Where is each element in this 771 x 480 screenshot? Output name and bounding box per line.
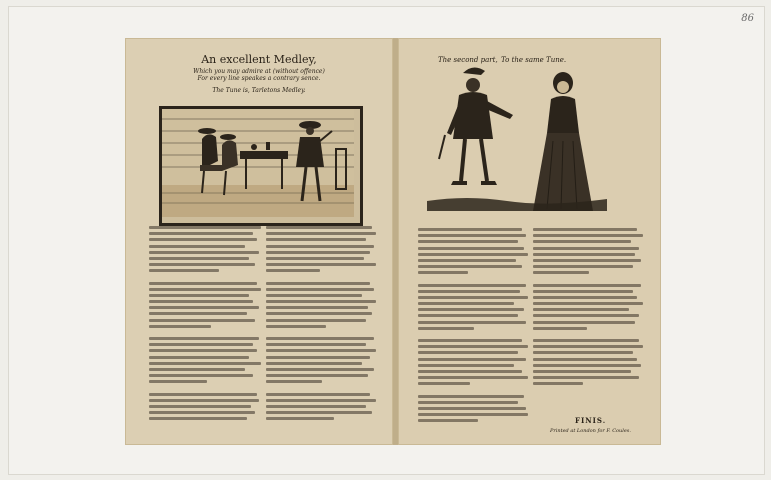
tavern-woodcut: [159, 106, 363, 226]
right-sheet: [398, 38, 661, 445]
left-verse-column-1: [149, 226, 261, 423]
tune-line: The Tune is, Tarletons Medley.: [212, 87, 306, 94]
figures-woodcut: [423, 61, 613, 219]
same-tune-heading: To the same Tune.: [501, 56, 567, 64]
right-verse-column-2: [533, 228, 643, 389]
folio-number: 86: [741, 13, 754, 24]
finis-mark: FINIS.: [575, 416, 607, 425]
subtitle-line-2: For every line speakes a contrary sence.: [197, 75, 321, 82]
figures-woodcut-illustration: [423, 61, 613, 219]
subtitle-line-1: Which you may admire at (without offence): [193, 68, 325, 75]
right-verse-column-1: [418, 228, 528, 425]
tavern-woodcut-illustration: [162, 109, 354, 217]
ballad-title: An excellent Medley,: [201, 53, 317, 66]
left-sheet: [125, 38, 393, 445]
imprint-line: Printed at London for F. Coules.: [550, 428, 631, 434]
second-part-heading: The second part,: [438, 56, 498, 64]
left-verse-column-2: [266, 226, 376, 423]
